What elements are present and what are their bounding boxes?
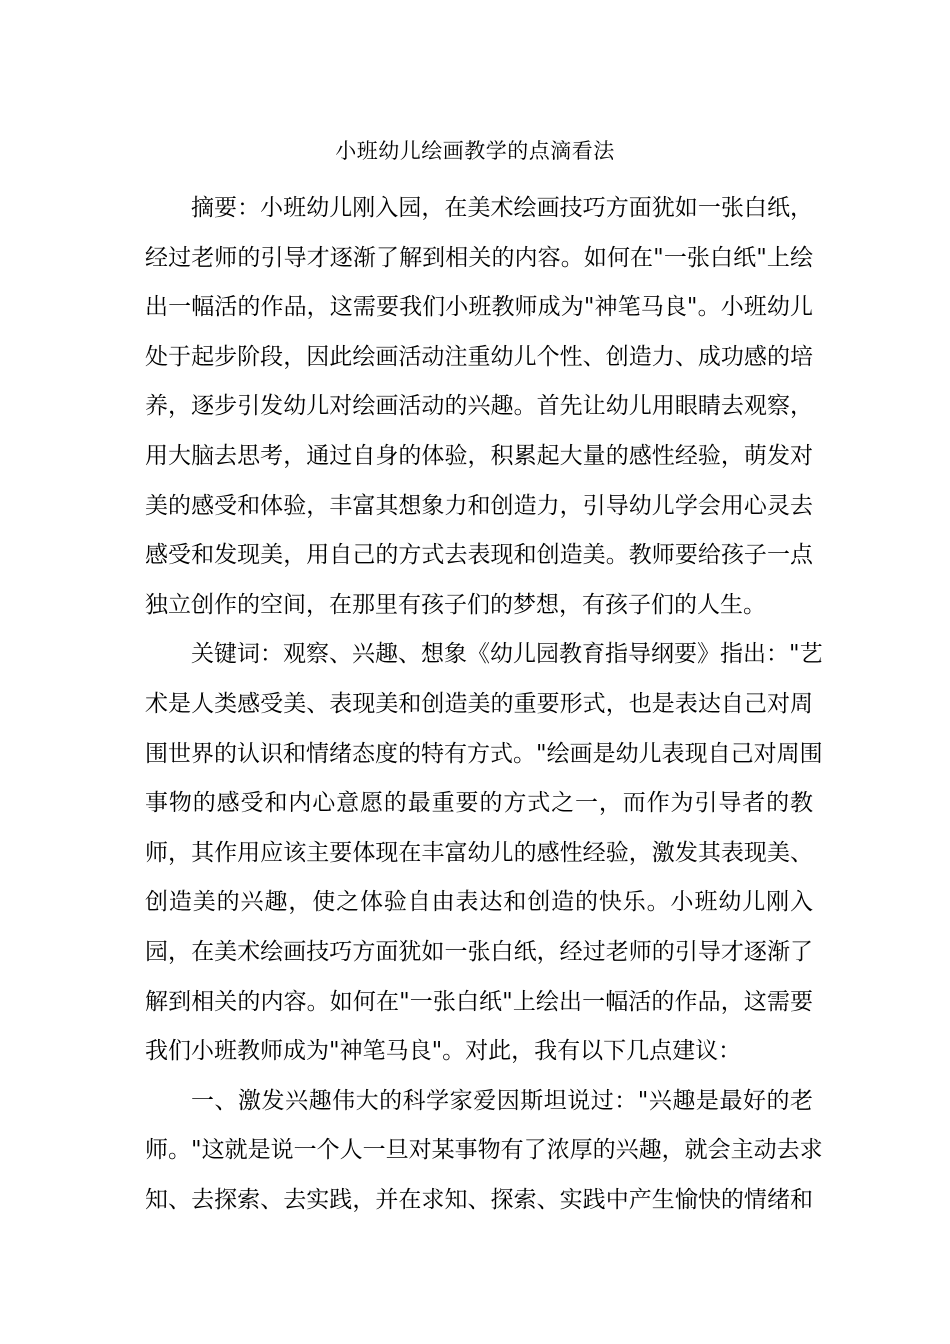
document-title: 小班幼儿绘画教学的点滴看法	[335, 139, 615, 163]
body-line: 围世界的认识和情绪态度的特有方式。"绘画是幼儿表现自己对周围	[145, 740, 823, 767]
body-line: 感受和发现美，用自己的方式去表现和创造美。教师要给孩子一点	[145, 542, 813, 569]
body-line: 出一幅活的作品，这需要我们小班教师成为"神笔马良"。小班幼儿	[145, 294, 813, 321]
body-line: 知、去探索、去实践，并在求知、探索、实践中产生愉快的情绪和	[145, 1186, 813, 1213]
body-line: 用大脑去思考，通过自身的体验，积累起大量的感性经验，萌发对	[145, 442, 813, 469]
body-line: 师。"这就是说一个人一旦对某事物有了浓厚的兴趣，就会主动去求	[145, 1137, 823, 1164]
body-line: 一、激发兴趣伟大的科学家爱因斯坦说过："兴趣是最好的老	[191, 1087, 813, 1114]
body-line: 关键词：观察、兴趣、想象《幼儿园教育指导纲要》指出："艺	[191, 641, 823, 668]
body-line: 美的感受和体验，丰富其想象力和创造力，引导幼儿学会用心灵去	[145, 492, 813, 519]
body-line: 术是人类感受美、表现美和创造美的重要形式，也是表达自己对周	[145, 690, 813, 717]
body-line: 经过老师的引导才逐渐了解到相关的内容。如何在"一张白纸"上绘	[145, 244, 813, 271]
body-line: 事物的感受和内心意愿的最重要的方式之一，而作为引导者的教	[145, 790, 813, 817]
body-line: 我们小班教师成为"神笔马良"。对此，我有以下几点建议：	[145, 1038, 742, 1065]
body-line: 处于起步阶段，因此绘画活动注重幼儿个性、创造力、成功感的培	[145, 343, 813, 370]
body-line: 师，其作用应该主要体现在丰富幼儿的感性经验，激发其表现美、	[145, 839, 813, 866]
body-line: 园，在美术绘画技巧方面犹如一张白纸，经过老师的引导才逐渐了	[145, 938, 813, 965]
body-line: 创造美的兴趣，使之体验自由表达和创造的快乐。小班幼儿刚入	[145, 889, 813, 916]
document-body	[145, 184, 823, 1225]
body-line: 摘要：小班幼儿刚入园，在美术绘画技巧方面犹如一张白纸，	[191, 195, 813, 221]
body-line: 独立创作的空间，在那里有孩子们的梦想，有孩子们的人生。	[145, 591, 766, 618]
body-line: 解到相关的内容。如何在"一张白纸"上绘出一幅活的作品，这需要	[145, 988, 813, 1015]
body-line: 养，逐步引发幼儿对绘画活动的兴趣。首先让幼儿用眼睛去观察，	[145, 393, 813, 420]
